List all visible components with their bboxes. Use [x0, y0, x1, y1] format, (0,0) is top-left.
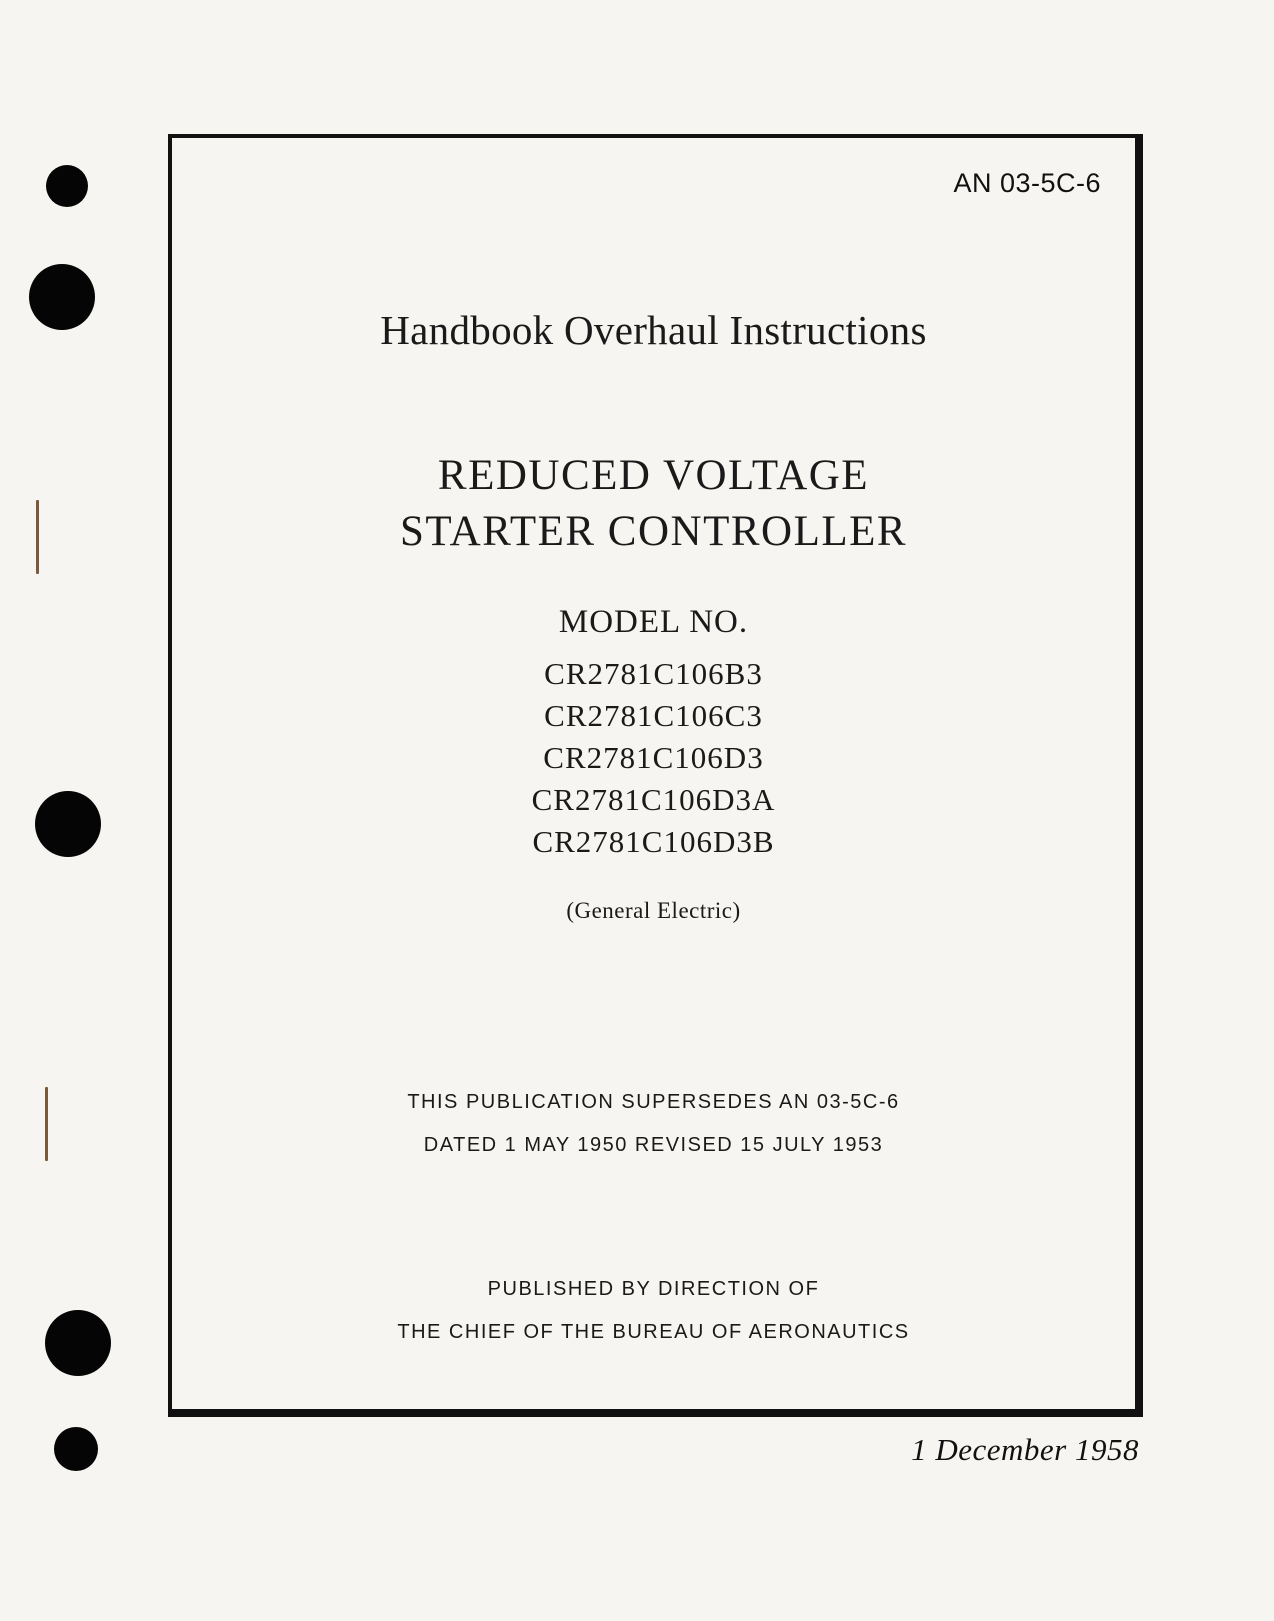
model-item: CR2781C106D3	[543, 740, 764, 775]
main-title	[172, 448, 1135, 560]
margin-mark-1	[36, 500, 39, 574]
publication-date: 1 December 1958	[911, 1432, 1139, 1467]
main-title-line-1: REDUCED VOLTAGE	[437, 452, 870, 499]
punch-hole-2	[29, 264, 95, 330]
cover-frame	[168, 134, 1143, 1417]
model-heading: MODEL NO.	[558, 604, 749, 640]
published-line-1: PUBLISHED BY DIRECTION OF	[487, 1278, 820, 1300]
model-item: CR2781C106D3B	[532, 824, 775, 859]
published-line-2: THE CHIEF OF THE BUREAU OF AERONAUTICS	[397, 1321, 910, 1343]
punch-hole-3	[35, 791, 101, 857]
handbook-title: Handbook Overhaul Instructions	[380, 307, 927, 353]
supersedes-line-2: DATED 1 MAY 1950 REVISED 15 JULY 1953	[423, 1134, 884, 1156]
margin-mark-2	[45, 1087, 48, 1161]
model-list	[172, 653, 1135, 863]
model-item: CR2781C106C3	[544, 698, 763, 733]
model-item: CR2781C106B3	[544, 656, 763, 691]
model-item: CR2781C106D3A	[531, 782, 776, 817]
main-title-line-2: STARTER CONTROLLER	[399, 508, 908, 555]
punch-hole-1	[46, 165, 88, 207]
punch-hole-4	[45, 1310, 111, 1376]
supersedes-line-1: THIS PUBLICATION SUPERSEDES AN 03-5C-6	[407, 1091, 900, 1113]
document-number: AN 03-5C-6	[953, 168, 1101, 198]
manufacturer: (General Electric)	[566, 898, 741, 923]
punch-hole-5	[54, 1427, 98, 1471]
